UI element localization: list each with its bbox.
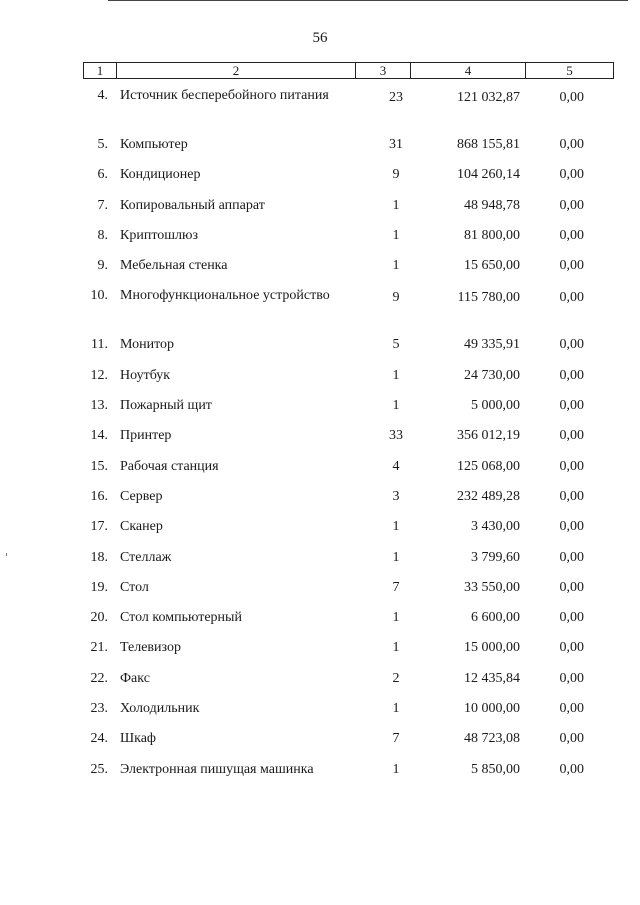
item-name: Стеллаж bbox=[120, 549, 172, 565]
column-header-5: 5 bbox=[566, 63, 573, 78]
item-quantity: 1 bbox=[392, 761, 400, 777]
item-name: Источник бесперебойного питания bbox=[120, 88, 329, 103]
margin-mark bbox=[6, 553, 7, 556]
item-quantity: 1 bbox=[392, 367, 400, 383]
table-row bbox=[0, 198, 640, 228]
item-sum: 125 068,00 bbox=[457, 458, 520, 474]
item-sum: 356 012,19 bbox=[457, 428, 520, 444]
item-sum: 12 435,84 bbox=[464, 670, 520, 686]
item-value: 0,00 bbox=[559, 137, 584, 152]
item-value: 0,00 bbox=[559, 670, 584, 686]
table-row bbox=[0, 459, 640, 489]
item-sum: 48 723,08 bbox=[464, 731, 520, 747]
table-row bbox=[0, 368, 640, 398]
item-quantity: 31 bbox=[389, 137, 403, 152]
item-sum: 49 335,91 bbox=[464, 337, 520, 353]
item-value: 0,00 bbox=[559, 197, 584, 213]
top-border-line bbox=[108, 0, 628, 1]
page-number: 56 bbox=[312, 30, 328, 46]
item-name: Шкаф bbox=[120, 731, 156, 747]
item-name: Монитор bbox=[120, 337, 175, 353]
row-number: 22. bbox=[90, 670, 108, 686]
item-name: Ноутбук bbox=[120, 367, 171, 383]
item-quantity: 7 bbox=[392, 731, 400, 747]
item-quantity: 1 bbox=[392, 197, 400, 213]
item-sum: 121 032,87 bbox=[457, 90, 520, 105]
table-row bbox=[0, 640, 640, 670]
row-number: 7. bbox=[97, 197, 108, 213]
item-sum: 15 650,00 bbox=[464, 258, 520, 274]
item-name: Стол bbox=[120, 579, 149, 595]
item-value: 0,00 bbox=[559, 398, 584, 414]
item-sum: 15 000,00 bbox=[464, 640, 520, 656]
item-sum: 104 260,14 bbox=[457, 167, 520, 183]
row-number: 17. bbox=[90, 519, 108, 535]
row-number: 8. bbox=[97, 227, 108, 243]
item-quantity: 1 bbox=[392, 227, 400, 243]
row-number: 4. bbox=[97, 88, 108, 103]
item-name: Мебельная стенка bbox=[120, 258, 228, 274]
item-sum: 24 730,00 bbox=[464, 367, 520, 383]
item-name: Криптошлюз bbox=[120, 227, 199, 243]
item-sum: 6 600,00 bbox=[471, 610, 520, 626]
item-quantity: 7 bbox=[392, 579, 400, 595]
item-value: 0,00 bbox=[559, 549, 584, 565]
item-name: Телевизор bbox=[120, 640, 181, 656]
item-quantity: 33 bbox=[389, 428, 403, 444]
column-header-4: 4 bbox=[411, 63, 526, 78]
item-sum: 5 850,00 bbox=[471, 761, 520, 777]
item-sum: 10 000,00 bbox=[464, 701, 520, 717]
table-row bbox=[0, 137, 640, 167]
item-name: Сканер bbox=[120, 519, 163, 535]
item-value: 0,00 bbox=[559, 337, 584, 353]
item-name: Кондиционер bbox=[120, 167, 201, 183]
item-value: 0,00 bbox=[559, 610, 584, 626]
item-quantity: 1 bbox=[392, 519, 400, 535]
item-sum: 3 430,00 bbox=[471, 519, 520, 535]
row-number: 21. bbox=[90, 640, 108, 656]
table-row bbox=[0, 228, 640, 258]
item-name: Пожарный щит bbox=[120, 398, 212, 414]
table-row bbox=[0, 731, 640, 761]
column-header-3: 3 bbox=[356, 63, 411, 78]
item-value: 0,00 bbox=[559, 579, 584, 595]
item-quantity: 9 bbox=[392, 167, 400, 183]
row-number: 9. bbox=[97, 258, 108, 274]
item-name: Многофункциональное устройство bbox=[120, 288, 330, 304]
row-number: 18. bbox=[90, 549, 108, 565]
item-value: 0,00 bbox=[559, 761, 584, 777]
row-number: 5. bbox=[97, 137, 108, 152]
table-row bbox=[0, 167, 640, 197]
item-name: Принтер bbox=[120, 428, 172, 444]
item-value: 0,00 bbox=[559, 167, 584, 183]
item-name: Компьютер bbox=[120, 137, 188, 152]
row-number: 10. bbox=[90, 288, 108, 304]
table-row bbox=[0, 398, 640, 428]
item-name: Факс bbox=[120, 670, 150, 686]
table-row bbox=[0, 428, 640, 458]
item-quantity: 5 bbox=[392, 337, 400, 353]
item-name: Холодильник bbox=[120, 701, 200, 717]
item-name: Стол компьютерный bbox=[120, 610, 242, 626]
item-quantity: 2 bbox=[392, 670, 400, 686]
row-number: 23. bbox=[90, 701, 108, 717]
row-number: 15. bbox=[90, 458, 108, 474]
item-sum: 33 550,00 bbox=[464, 579, 520, 595]
table-row bbox=[0, 337, 640, 367]
item-value: 0,00 bbox=[559, 428, 584, 444]
row-number: 20. bbox=[90, 610, 108, 626]
row-number: 11. bbox=[91, 337, 108, 353]
item-value: 0,00 bbox=[559, 458, 584, 474]
item-value: 0,00 bbox=[559, 701, 584, 717]
item-quantity: 4 bbox=[392, 458, 400, 474]
item-sum: 81 800,00 bbox=[464, 227, 520, 243]
table-row bbox=[0, 258, 640, 288]
item-quantity: 1 bbox=[392, 398, 400, 414]
row-number: 14. bbox=[90, 428, 108, 444]
item-value: 0,00 bbox=[559, 227, 584, 243]
item-sum: 115 780,00 bbox=[457, 290, 520, 306]
row-number: 24. bbox=[90, 731, 108, 747]
table-row bbox=[0, 610, 640, 640]
item-quantity: 1 bbox=[392, 701, 400, 717]
table-row bbox=[0, 288, 640, 337]
item-quantity: 1 bbox=[392, 258, 400, 274]
table-row bbox=[0, 580, 640, 610]
item-name: Рабочая станция bbox=[120, 458, 219, 474]
table-row bbox=[0, 762, 640, 792]
item-value: 0,00 bbox=[559, 290, 584, 306]
item-value: 0,00 bbox=[559, 519, 584, 535]
column-header-2: 2 bbox=[117, 63, 356, 78]
table-row bbox=[0, 701, 640, 731]
table-row bbox=[0, 489, 640, 519]
item-quantity: 1 bbox=[392, 640, 400, 656]
item-value: 0,00 bbox=[559, 488, 584, 504]
row-number: 12. bbox=[90, 367, 108, 383]
item-name: Копировальный аппарат bbox=[120, 197, 265, 213]
item-value: 0,00 bbox=[559, 367, 584, 383]
item-quantity: 23 bbox=[389, 90, 403, 105]
row-number: 19. bbox=[90, 579, 108, 595]
table-header-row bbox=[83, 62, 614, 79]
item-value: 0,00 bbox=[559, 640, 584, 656]
row-number: 13. bbox=[90, 398, 108, 414]
item-sum: 232 489,28 bbox=[457, 488, 520, 504]
item-name: Электронная пишущая машинка bbox=[120, 761, 314, 777]
item-value: 0,00 bbox=[559, 731, 584, 747]
item-quantity: 1 bbox=[392, 610, 400, 626]
item-value: 0,00 bbox=[559, 258, 584, 274]
row-number: 16. bbox=[90, 488, 108, 504]
table-row bbox=[0, 519, 640, 549]
item-sum: 868 155,81 bbox=[457, 137, 520, 152]
item-quantity: 3 bbox=[392, 488, 400, 504]
item-sum: 48 948,78 bbox=[464, 197, 520, 213]
column-header-1: 1 bbox=[84, 63, 117, 78]
row-number: 6. bbox=[97, 167, 108, 183]
item-sum: 5 000,00 bbox=[471, 398, 520, 414]
item-name: Сервер bbox=[120, 488, 163, 504]
table-row bbox=[0, 88, 640, 137]
table-row bbox=[0, 550, 640, 580]
table-row bbox=[0, 671, 640, 701]
item-value: 0,00 bbox=[559, 90, 584, 105]
table-body bbox=[0, 88, 640, 792]
item-quantity: 1 bbox=[392, 549, 400, 565]
row-number: 25. bbox=[90, 761, 108, 777]
item-sum: 3 799,60 bbox=[471, 549, 520, 565]
item-quantity: 9 bbox=[392, 290, 400, 306]
